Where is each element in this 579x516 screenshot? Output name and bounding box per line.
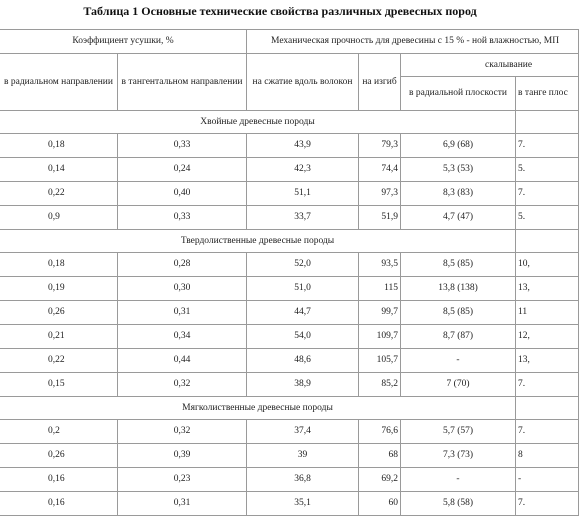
section-row	[0, 111, 579, 134]
cell-compression: 43,9	[247, 134, 359, 158]
cell-compression: 38,9	[247, 373, 359, 397]
cell-tangential: 0,32	[118, 373, 247, 397]
cell-tangential: 0,24	[118, 158, 247, 182]
section-row	[0, 397, 579, 420]
cell-tangential: 0,28	[118, 253, 247, 277]
cell-bending: 60	[359, 492, 401, 516]
cell-compression: 44,7	[247, 301, 359, 325]
cell-shear-radial: 8,5 (85)	[401, 253, 516, 277]
cell-bending: 93,5	[359, 253, 401, 277]
table-body	[0, 30, 579, 516]
cell-compression: 51,0	[247, 277, 359, 301]
table-row	[0, 420, 579, 444]
cell-radial: 0,14	[0, 158, 118, 182]
cell-compression: 35,1	[247, 492, 359, 516]
cell-shear-radial: 13,8 (138)	[401, 277, 516, 301]
cell-shear-tangential: 7.	[516, 134, 579, 158]
cell-shear-radial: 7,3 (73)	[401, 444, 516, 468]
cell-shear-tangential: 8	[516, 444, 579, 468]
cell-shear-radial: -	[401, 468, 516, 492]
header-radial: в радиальном направлении	[0, 54, 118, 111]
cell-radial: 0,9	[0, 206, 118, 230]
cell-bending: 51,9	[359, 206, 401, 230]
cell-radial: 0,15	[0, 373, 118, 397]
cell-shear-tangential: 10,	[516, 253, 579, 277]
cell-shear-tangential: 12,	[516, 325, 579, 349]
table-row	[0, 182, 579, 206]
cell-compression: 36,8	[247, 468, 359, 492]
cell-bending: 99,7	[359, 301, 401, 325]
cell-bending: 76,6	[359, 420, 401, 444]
cell-compression: 52,0	[247, 253, 359, 277]
cell-tangential: 0,31	[118, 492, 247, 516]
cell-shear-tangential: -	[516, 468, 579, 492]
wood-properties-table	[0, 29, 579, 516]
cell-shear-tangential: 13,	[516, 349, 579, 373]
cell-tangential: 0,31	[118, 301, 247, 325]
section-title: Твердолиственные древесные породы	[0, 230, 516, 253]
cell-radial: 0,16	[0, 468, 118, 492]
header-shrink-group: Коэффициент усушки, %	[0, 30, 247, 54]
cell-shear-radial: 5,7 (57)	[401, 420, 516, 444]
cell-bending: 74,4	[359, 158, 401, 182]
cell-radial: 0,18	[0, 134, 118, 158]
table-row	[0, 373, 579, 397]
header-shear-group: скалывание	[401, 54, 579, 77]
cell-shear-radial: 8,5 (85)	[401, 301, 516, 325]
cell-shear-radial: 6,9 (68)	[401, 134, 516, 158]
cell-tangential: 0,23	[118, 468, 247, 492]
cell-shear-tangential: 7.	[516, 492, 579, 516]
table-row	[0, 301, 579, 325]
cell-bending: 69,2	[359, 468, 401, 492]
cell-compression: 37,4	[247, 420, 359, 444]
cell-shear-radial: -	[401, 349, 516, 373]
table-row	[0, 349, 579, 373]
cell-radial: 0,16	[0, 492, 118, 516]
section-title: Мягколиственные древесные породы	[0, 397, 516, 420]
table-row	[0, 206, 579, 230]
cell-bending: 105,7	[359, 349, 401, 373]
cell-bending: 68	[359, 444, 401, 468]
cell-shear-tangential: 7.	[516, 182, 579, 206]
table-row	[0, 492, 579, 516]
header-compression: на сжатие вдоль волокон	[247, 54, 359, 111]
cell-bending: 85,2	[359, 373, 401, 397]
cell-radial: 0,21	[0, 325, 118, 349]
table-row	[0, 325, 579, 349]
cell-tangential: 0,44	[118, 349, 247, 373]
table-row	[0, 158, 579, 182]
section-row	[0, 230, 579, 253]
cell-radial: 0,26	[0, 301, 118, 325]
cell-shear-tangential: 5.	[516, 158, 579, 182]
header-shear-radial: в радиальной плоскости	[401, 77, 516, 111]
cell-radial: 0,22	[0, 349, 118, 373]
cell-shear-tangential: 7.	[516, 420, 579, 444]
cell-compression: 51,1	[247, 182, 359, 206]
section-title: Хвойные древесные породы	[0, 111, 516, 134]
cell-bending: 79,3	[359, 134, 401, 158]
cell-shear-radial: 7 (70)	[401, 373, 516, 397]
section-title-spacer	[516, 230, 579, 253]
cell-compression: 33,7	[247, 206, 359, 230]
cell-tangential: 0,32	[118, 420, 247, 444]
cell-shear-radial: 5,8 (58)	[401, 492, 516, 516]
table-row	[0, 468, 579, 492]
cell-shear-radial: 5,3 (53)	[401, 158, 516, 182]
cell-radial: 0,2	[0, 420, 118, 444]
cell-compression: 48,6	[247, 349, 359, 373]
header-row-2	[0, 54, 579, 77]
cell-bending: 109,7	[359, 325, 401, 349]
header-row-1	[0, 30, 579, 54]
cell-shear-tangential: 5.	[516, 206, 579, 230]
cell-compression: 42,3	[247, 158, 359, 182]
cell-radial: 0,18	[0, 253, 118, 277]
cell-radial: 0,22	[0, 182, 118, 206]
cell-bending: 115	[359, 277, 401, 301]
cell-compression: 39	[247, 444, 359, 468]
cell-shear-radial: 8,7 (87)	[401, 325, 516, 349]
cell-shear-tangential: 13,	[516, 277, 579, 301]
table-row	[0, 277, 579, 301]
table-row	[0, 134, 579, 158]
cell-compression: 54,0	[247, 325, 359, 349]
cell-bending: 97,3	[359, 182, 401, 206]
header-strength-group: Механическая прочность для древесины с 15 % - ной влажностью, МП	[247, 30, 579, 54]
section-title-spacer	[516, 397, 579, 420]
cell-shear-radial: 4,7 (47)	[401, 206, 516, 230]
cell-shear-tangential: 11	[516, 301, 579, 325]
cell-tangential: 0,33	[118, 206, 247, 230]
table-title: Таблица 1 Основные технические свойства различных древесных пород	[83, 4, 477, 18]
cell-tangential: 0,40	[118, 182, 247, 206]
header-shear-tangential: в танге плос	[516, 77, 579, 111]
cell-shear-tangential: 7.	[516, 373, 579, 397]
cell-tangential: 0,33	[118, 134, 247, 158]
cell-tangential: 0,39	[118, 444, 247, 468]
table-row	[0, 253, 579, 277]
cell-tangential: 0,30	[118, 277, 247, 301]
cell-radial: 0,26	[0, 444, 118, 468]
table-row	[0, 444, 579, 468]
section-title-spacer	[516, 111, 579, 134]
cell-radial: 0,19	[0, 277, 118, 301]
header-tangential: в тангентальном направлении	[118, 54, 247, 111]
header-bending: на изгиб	[359, 54, 401, 111]
cell-tangential: 0,34	[118, 325, 247, 349]
cell-shear-radial: 8,3 (83)	[401, 182, 516, 206]
